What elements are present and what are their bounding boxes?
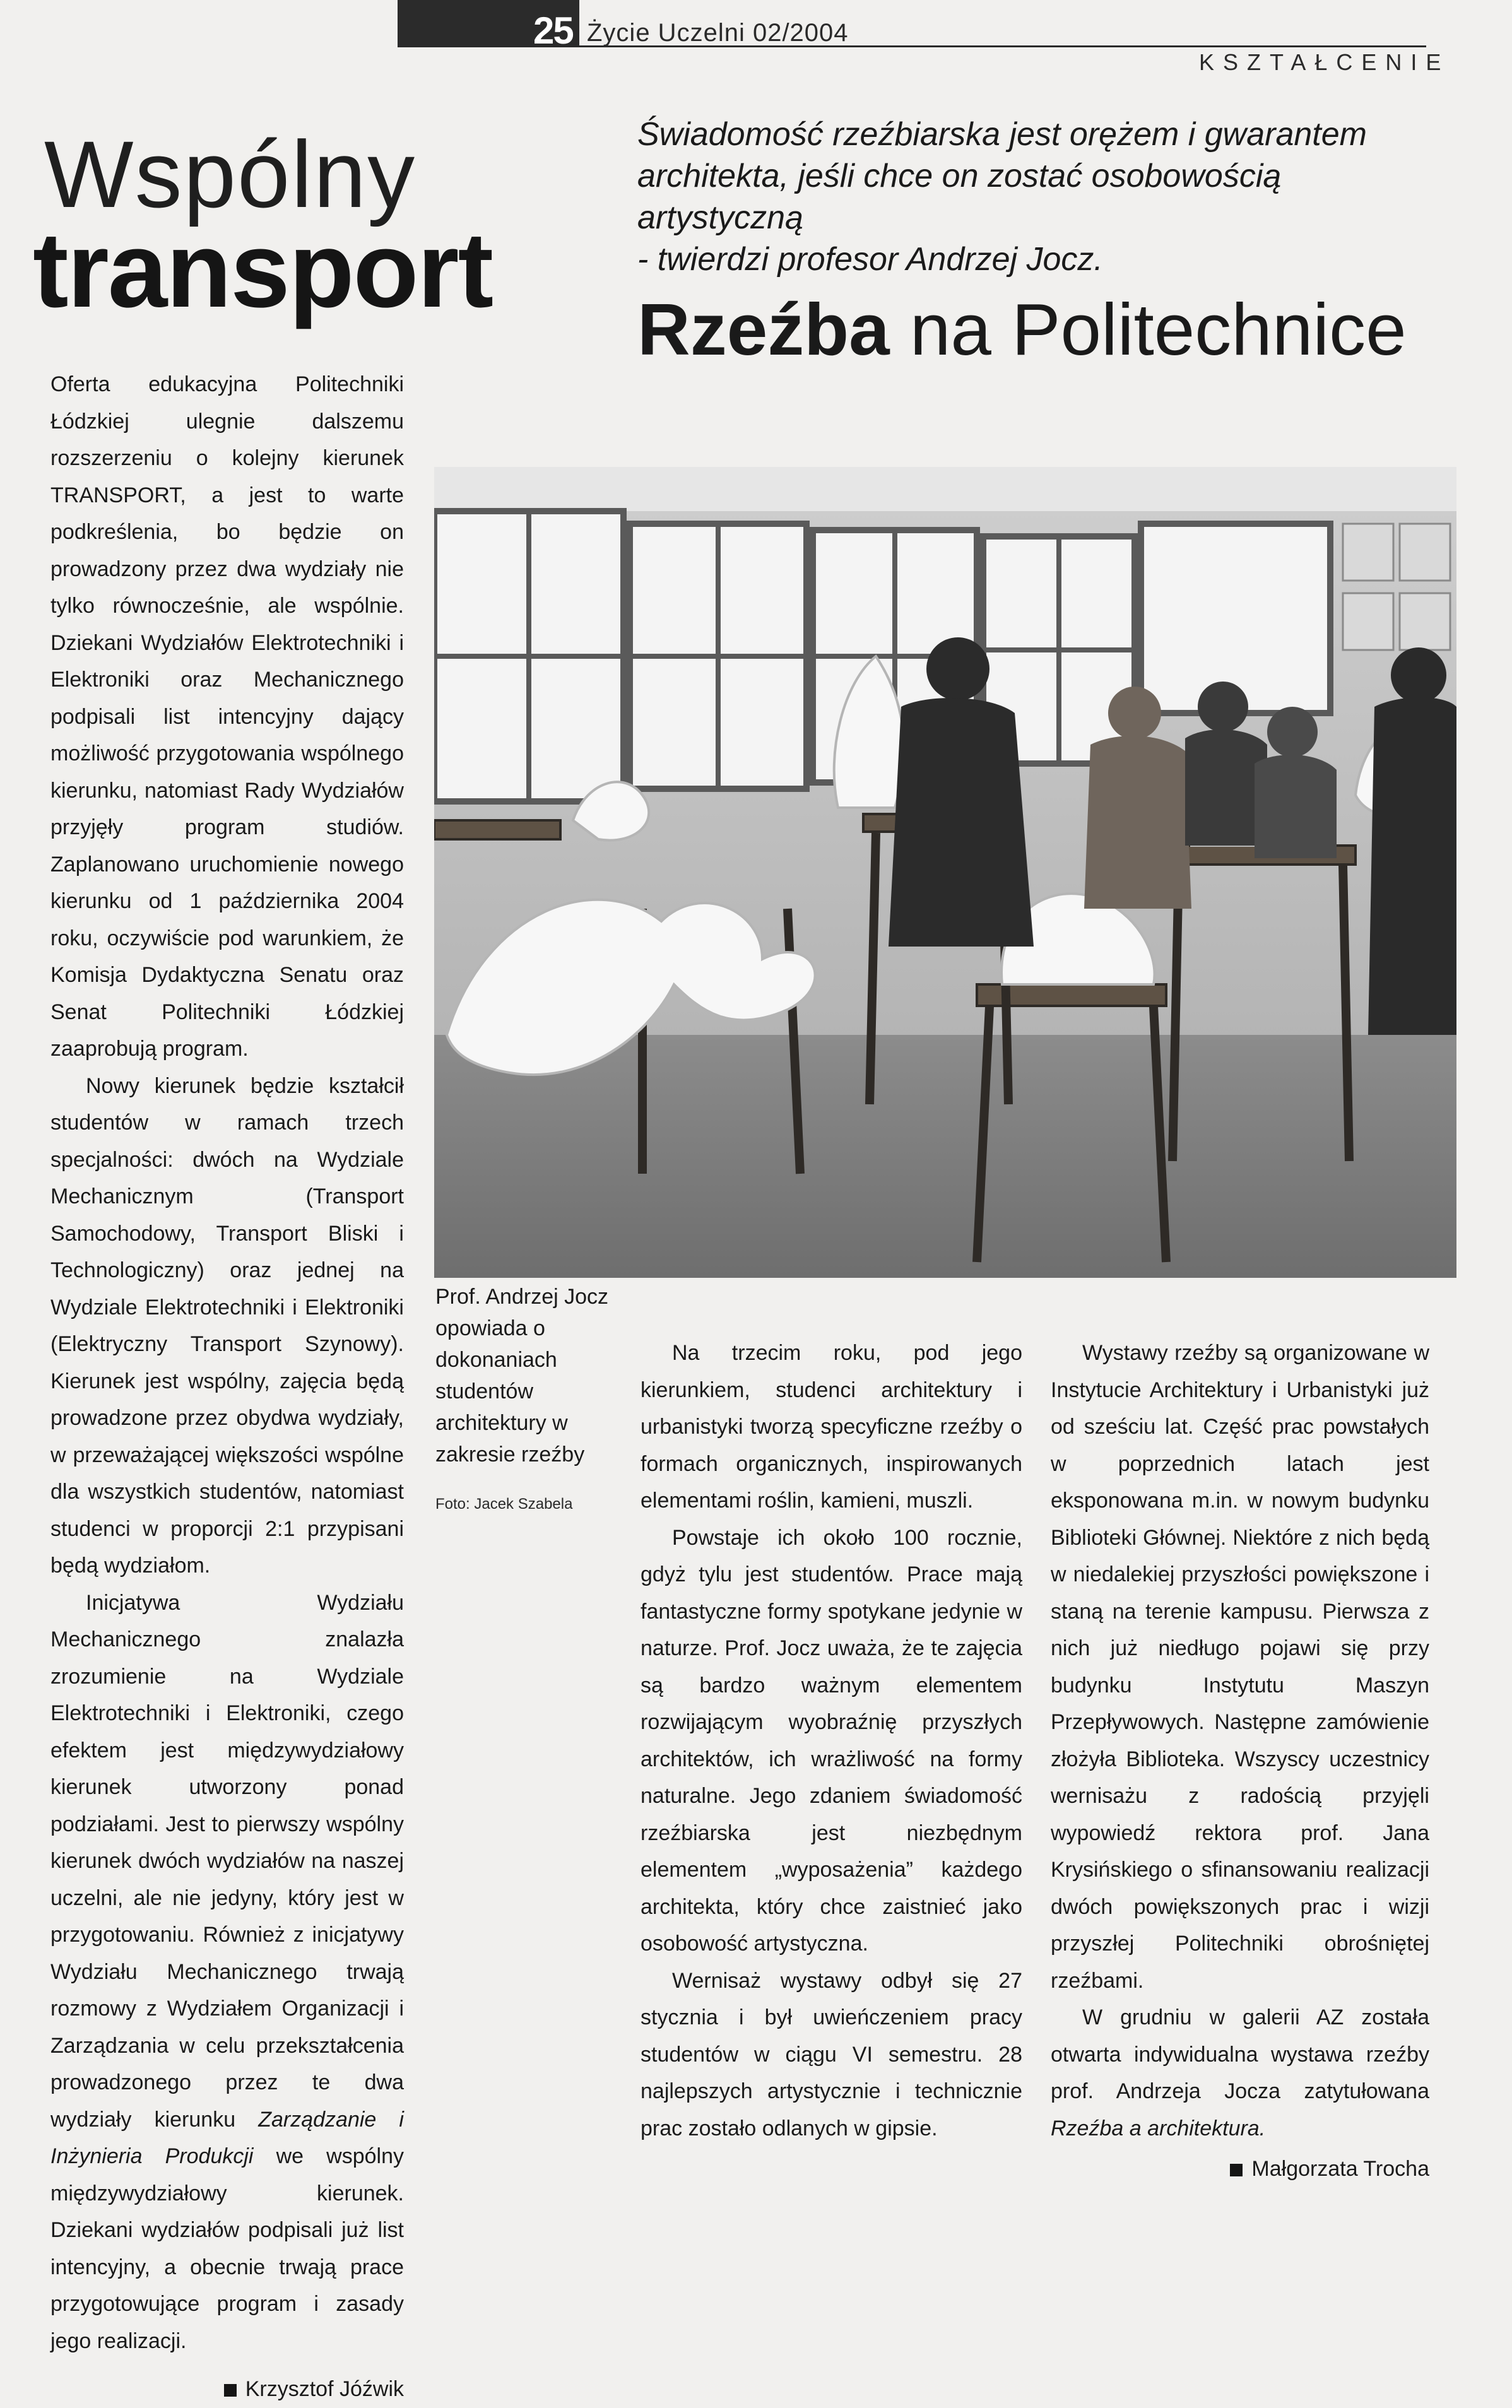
left-author-name: Krzysztof Jóźwik — [245, 2377, 404, 2401]
publication-name: Życie Uczelni 02/2004 — [587, 19, 849, 47]
sculpture-studio-photo — [434, 467, 1456, 1278]
column-paragraph: Powstaje ich około 100 rocznie, gdyż tylu jest studentów. Prace mają fantastyczne formy spotykane jedynie w naturze. Prof. Jocz uważa, że te zajęcia są bardzo ważnym elementem rozwijającym wyobraźnię przyszłych architektów, ich wrażliwość na formy naturalne. Jego zdaniem świadomość rzeźbiarska jest niezbędnym elementem „wyposażenia” każdego architekta, który chce zaistnieć jako osobowość artystyczna. — [641, 1525, 1022, 1956]
column-paragraph: Wernisaż wystawy odbył się 27 stycznia i był uwieńczeniem pracy studentów w ciągu VI semestru. 28 najlepszych artystycznie i technicznie prac zostało odlanych w gipsie. — [641, 1968, 1022, 2140]
right-author-name: Małgorzata Trocha — [1251, 2157, 1429, 2181]
lead-quote-attribution: - twierdzi profesor Andrzej Jocz. — [637, 241, 1103, 278]
left-paragraph-emphasis: Zarządzanie i Inżynieria Produkcji — [50, 2107, 404, 2168]
column-paragraph: Na trzecim roku, pod jego kierunkiem, studenci architektury i urbanistyki tworzą specyficzne rzeźby o formach organicznych, inspirowanych elementami roślin, kamieni, muszli. — [641, 1341, 1022, 1513]
column-paragraph — [1051, 1999, 1429, 2147]
left-paragraph: Oferta edukacyjna Politechniki Łódzkiej ulegnie dalszemu rozszerzeniu o kolejny kierunek TRANSPORT, a jest to warte podkreślenia, bo będzie on prowadzony przez dwa wydziały nie tylko równocześnie, ale wspólnie. Dziekani Wydziałów Elektrotechniki i Elektroniki oraz Mechanicznego podpisali list intencyjny dający możliwość przygotowania wspólnego kierunku, natomiast Rady Wydziałów przyjęły program studiów. Zaplanowano uruchomienie nowego kierunku od 1 października 2004 roku, oczywiście pod warunkiem, że Komisja Dydaktyczna Senatu oraz Senat Politechniki Łódzkiej zaaprobują program. — [50, 372, 404, 1061]
left-paragraph: Nowy kierunek będzie kształcił studentów w ramach trzech specjalności: dwóch na Wydziale Mechanicznym (Transport Samochodowy, Transport Bliski i Technologiczny) oraz jednej na Wydziale Elektrotechniki i Elektroniki (Elektryczny Transport Szynowy). Kierunek jest wspólny, zajęcia będą prowadzone przez obydwa wydziały, w przeważającej większości wspólne dla wszystkich studentów, natomiast studenci w proporcji 2:1 przypisani będą wydziałom. — [50, 1073, 404, 1578]
page-number: 25 — [533, 9, 573, 52]
left-paragraph-text: Inicjatywa Wydziału Mechanicznego znalazła zrozumienie na Wydziale Elektrotechniki i Elektroniki, czego efektem jest międzywydziałowy kierunek utworzony ponad podziałami. Jest to pierwszy wspólny kierunek dwóch wydziałów na naszej uczelni, ale nie jedyny, który jest w przygotowaniu. Również z inicjatywy Wydziału Mechanicznego trwają rozmowy z Wydziałem Organizacji i Zarządzania w celu przekształcenia prowadzonego przez te dwa wydziały kierunku — [50, 1590, 404, 2132]
right-article-column-2 — [1051, 1335, 1429, 2188]
lead-quote — [637, 114, 1426, 280]
left-article-title-line1: Wspólny — [44, 121, 416, 227]
right-article-column-1 — [641, 1335, 1022, 2147]
left-paragraph-text: we wspólny międzywydziałowy kierunek. Dziekani wydziałów podpisali już list intencyjny, a obecnie trwają prace przygotowujące program i zasady jego realizacji. — [50, 2144, 405, 2353]
left-author — [50, 2371, 404, 2408]
lead-quote-text: Świadomość rzeźbiarska jest orężem i gwarantem architekta, jeśli chce on zostać osobowością artystyczną — [637, 116, 1367, 236]
column-paragraph-emphasis: Rzeźba a architektura. — [1051, 2116, 1266, 2140]
column-paragraph: Wystawy rzeźby są organizowane w Instytucie Architektury i Urbanistyki już od sześciu lat. Część prac powstałych w poprzednich latach jest eksponowana m.in. w nowym budynku Biblioteki Głównej. Niektóre z nich będą w niedalekiej przyszłości powiększone i staną na terenie kampusu. Pierwsza z nich już niedługo pojawi się przy budynku Instytutu Maszyn Przepływowych. Następne zamówienie złożyła Biblioteka. Wszyscy uczestnicy wernisażu z radością przyjęli wypowiedź rektora prof. Jana Krysińskiego o sfinansowaniu realizacji dwóch powiększonych prac i wizji przyszłej Politechniki obrośniętej rzeźbami. — [1051, 1341, 1429, 1993]
right-author — [1051, 2151, 1429, 2188]
title-rest: na Politechnice — [889, 288, 1407, 370]
photo-credit: Foto: Jacek Szabela — [435, 1496, 573, 1513]
left-paragraph — [50, 1585, 404, 2360]
bullet-square-icon — [224, 2384, 237, 2397]
section-label: KSZTAŁCENIE — [1199, 49, 1450, 75]
column-paragraph-text: W grudniu w galerii AZ została otwarta indywidualna wystawa rzeźby prof. Andrzeja Jocza zatytułowana — [1051, 2005, 1429, 2103]
photo-caption: Prof. Andrzej Jocz opowiada o dokonaniach studentów architektury w zakresie rzeźby — [435, 1285, 609, 1467]
left-article-title-line2: transport — [33, 210, 493, 330]
right-article-title — [637, 287, 1407, 372]
title-bold: Rzeźba — [637, 288, 890, 370]
left-article-body — [50, 366, 404, 2408]
bullet-square-icon — [1230, 2164, 1243, 2176]
